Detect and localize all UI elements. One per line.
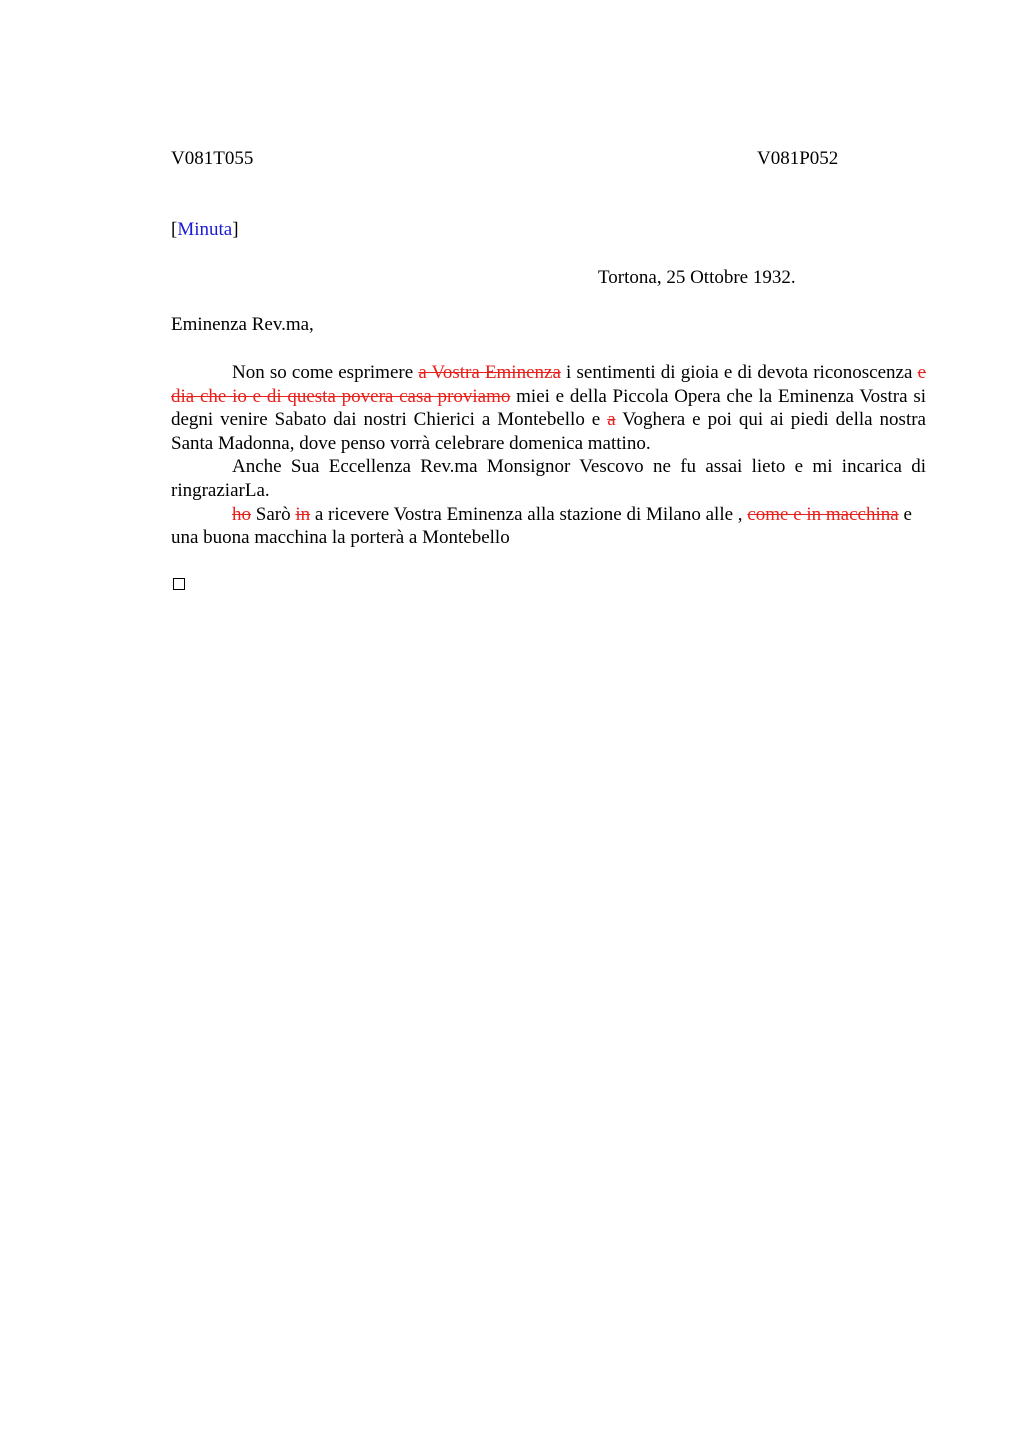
- text-segment: Voghera e poi qui ai piedi della nostra Santa Madonna, dove penso vorrà celebrare domenica mattino.: [171, 409, 926, 454]
- deleted-text: a: [607, 409, 616, 431]
- close-bracket: ]: [232, 219, 239, 240]
- text-segment: miei e della Piccola Opera che la Eminenza Vostra si degni venire Sabato dai nostri Chierici a Montebello e: [171, 385, 926, 431]
- paragraph-1: [171, 361, 926, 455]
- text-segment: Non so come esprimere: [232, 362, 419, 383]
- text-segment: a ricevere Vostra Eminenza alla stazione di Milano alle ,: [310, 503, 748, 525]
- text-segment: Anche Sua Eccellenza Rev.ma Monsignor Vescovo ne fu assai lieto e mi incarica di ringraziarLa.: [171, 456, 926, 501]
- text-segment: Sarò: [251, 503, 296, 525]
- paragraph-2: [171, 455, 926, 502]
- text-segment: i sentimenti di gioia e di devota riconoscenza: [560, 362, 918, 383]
- deleted-text: ho: [232, 503, 251, 525]
- empty-square-icon: [173, 578, 185, 590]
- salutation: Eminenza Rev.ma,: [171, 314, 314, 335]
- paragraph-3: [171, 503, 926, 550]
- open-bracket: [: [171, 219, 178, 240]
- deleted-text: come e in macchina: [747, 503, 899, 525]
- document-type-label[interactable]: Minuta: [177, 219, 233, 240]
- deleted-text: in: [295, 503, 311, 525]
- date-line: Tortona, 25 Ottobre 1932.: [598, 267, 796, 288]
- archive-code-right: V081P052: [757, 148, 839, 169]
- deleted-text: e dia che io e di questa povera casa proviamo: [171, 362, 926, 407]
- archive-code-left: V081T055: [171, 148, 254, 169]
- text-segment: e una buona macchina la porterà a Montebello: [171, 503, 912, 549]
- letter-body: [171, 361, 926, 550]
- deleted-text: a Vostra Eminenza: [418, 362, 561, 383]
- document-type: [171, 219, 239, 241]
